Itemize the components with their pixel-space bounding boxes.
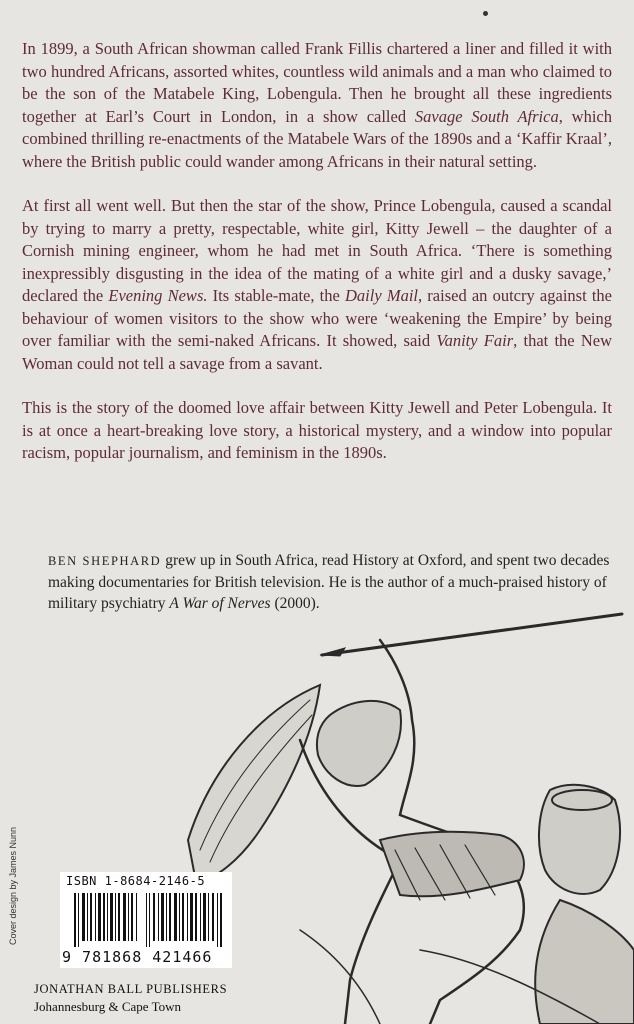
barcode-bars <box>74 893 224 947</box>
newspaper-daily-mail: Daily Mail <box>345 286 418 305</box>
blurb-p2-text-4: , that the New Woman could not tell a savage from a savant. <box>22 331 612 373</box>
author-bio-text-end: (2000). <box>270 595 320 612</box>
author-bio-text: grew up in South Africa, read History at Oxford, and spent two decades making documentaries for British television. He is the author of a much-praised history of military psychiatry <box>48 552 610 612</box>
isbn-label: ISBN 1-8684-2146-5 <box>66 874 206 888</box>
blurb-text <box>22 38 612 487</box>
blurb-p1-text: In 1899, a South African showman called Frank Fillis chartered a liner and filled it with two hundred Africans, assorted whites, countless wild animals and a man who claimed to be the son of the Matabele King, Lobengula. Then he brought all these ingredients together at Earl’s Court in London, in a show called <box>22 39 612 126</box>
newspaper-evening-news: Evening News. <box>108 286 208 305</box>
author-name: BEN SHEPHARD <box>48 554 162 568</box>
publisher-name: JONATHAN BALL PUBLISHERS <box>34 982 228 996</box>
show-title: Savage South Africa <box>414 106 559 126</box>
blurb-p2-text-3: , raised an outcry against the behaviour of women visitors to the show who were ‘weakening the Empire’ by being over familiar with the semi-naked Africans. It showed, said <box>22 286 612 350</box>
warrior-head <box>317 701 401 786</box>
publisher-info <box>34 980 227 1016</box>
spear <box>322 614 622 655</box>
cover-design-credit: Cover design by James Nunn <box>8 826 18 945</box>
blurb-p2-text: At first all went well. But then the star of the show, Prince Lobengula, caused a scandal by trying to marry a pretty, respectable, white girl, Kitty Jewell – the daughter of a Cornish mining engineer, whom he had met in South Africa. ‘There is something inexpressibly disgusting in the idea of the mating of a white girl and a dusky savage,’ declared the <box>22 196 612 305</box>
blurb-p2-text-2: Its stable-mate, the <box>207 286 345 305</box>
spear-tip <box>320 648 345 656</box>
blurb-p1-text-end: , which combined thrilling re-enactments of the Matabele Wars of the 1890s and a ‘Kaffir Kraal’, where the British public could wander among Africans in their natural setting. <box>22 106 612 171</box>
blurb-paragraph-1 <box>22 38 612 173</box>
blurb-paragraph-2 <box>22 195 612 375</box>
second-warrior-head <box>539 785 620 894</box>
barcode-number: 9 781868 421466 <box>62 948 213 966</box>
blurb-paragraph-3: This is the story of the doomed love affair between Kitty Jewell and Peter Lobengula. It is at once a heart-breaking love story, a historical mystery, and a window into popular racism, popular journalism, and feminism in the 1890s. <box>22 398 612 462</box>
publisher-location: Johannesburg & Cape Town <box>34 999 182 1014</box>
author-book-title: A War of Nerves <box>169 595 271 612</box>
shield <box>188 685 320 882</box>
magazine-vanity-fair: Vanity Fair <box>436 331 514 350</box>
decorative-dot <box>483 11 488 16</box>
